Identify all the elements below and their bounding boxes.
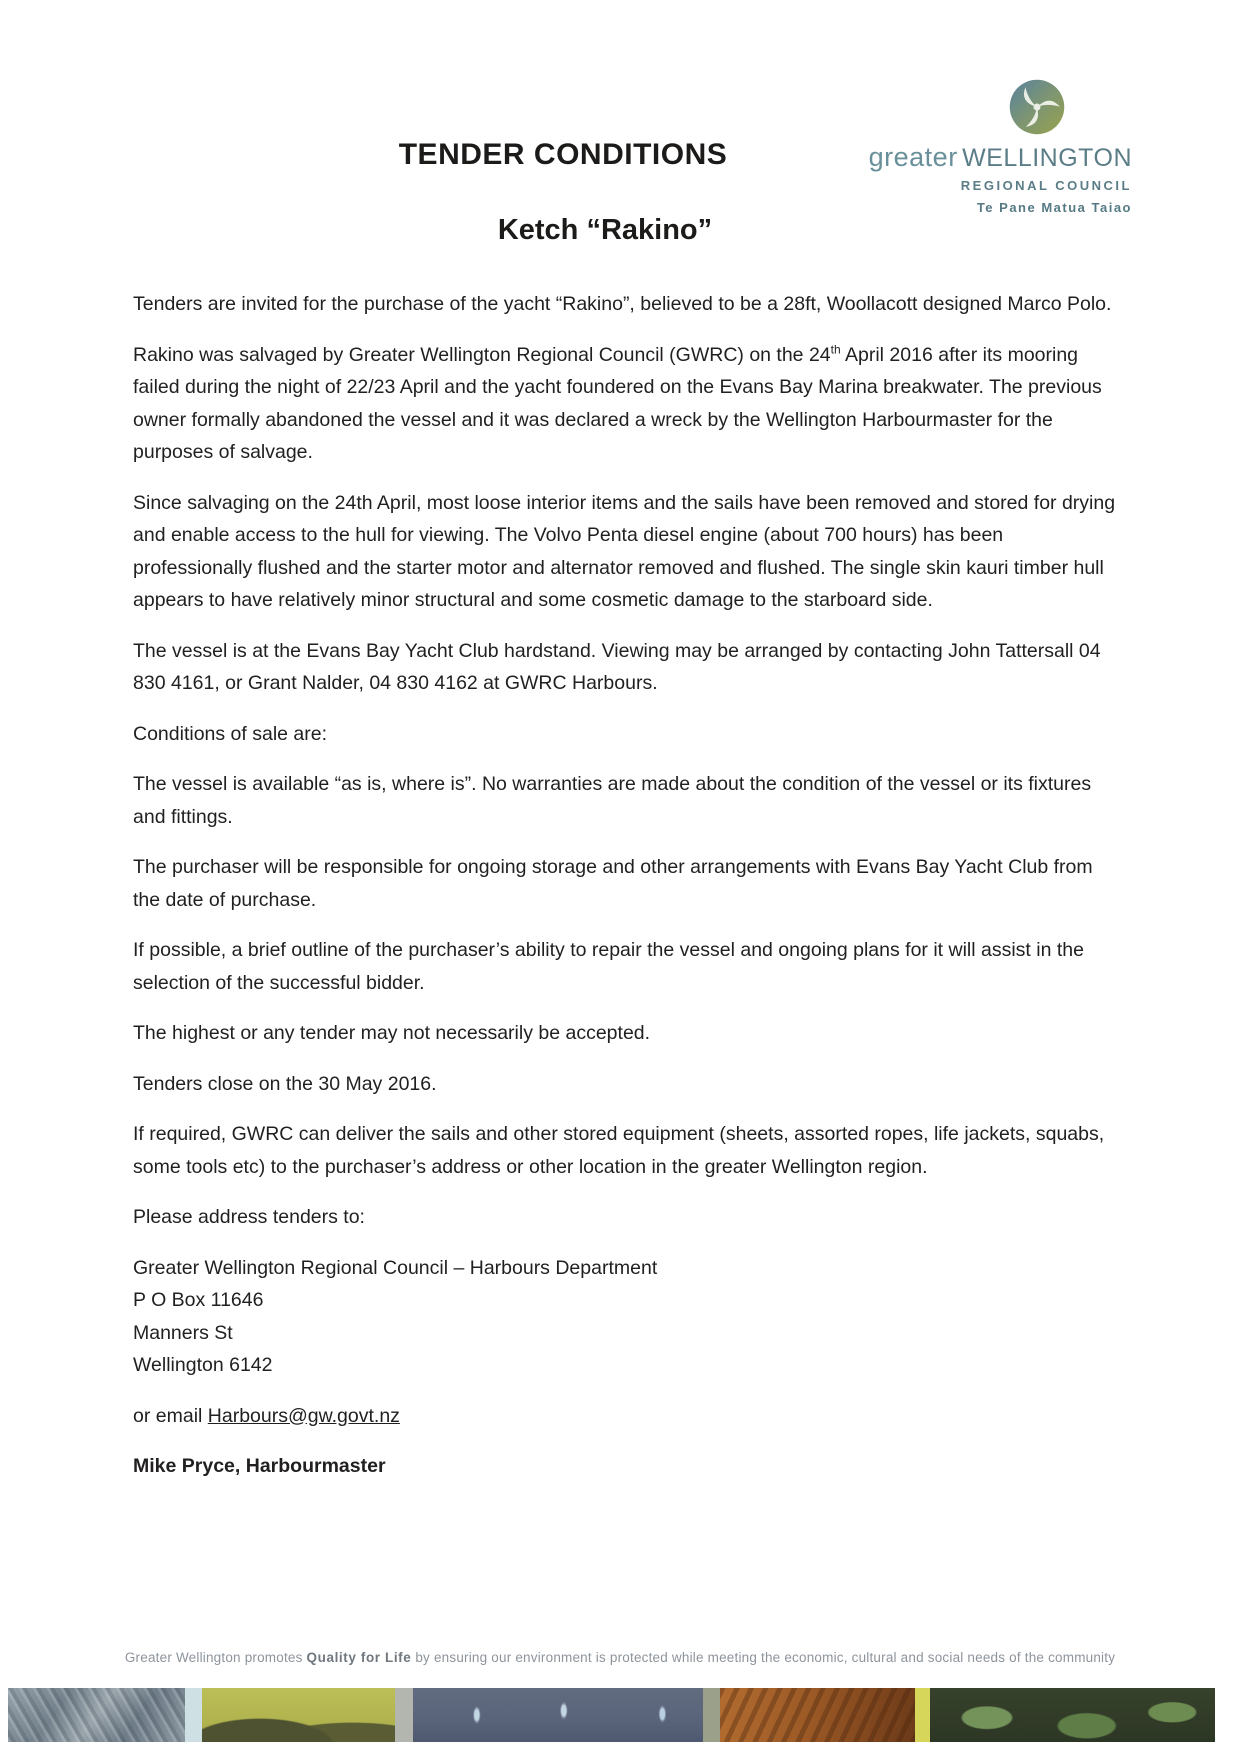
paragraph-salvage-text: Rakino was salvaged by Greater Wellington Regional Council (GWRC) on the 24 xyxy=(133,343,831,366)
address-line-street: Manners St xyxy=(133,1321,233,1344)
address-line-pobox: P O Box 11646 xyxy=(133,1289,264,1311)
address-line-city: Wellington 6142 xyxy=(133,1354,273,1376)
logo-brand-light: greater xyxy=(868,142,958,172)
email-line xyxy=(133,1400,1118,1433)
conditions-heading: Conditions of sale are: xyxy=(133,722,328,745)
email-prefix: or email xyxy=(133,1404,208,1427)
wind-turbines-photo xyxy=(413,1688,703,1742)
paragraph-salvage-text-cont: April 2016 after its mooring failed during the night of 22/23 April and the yacht foundered on the Evans Bay Marina breakwater. The previous owner formally abandoned the vessel and it was declared a wreck by the Wellington Harbourmaster for the purposes of salvage. xyxy=(133,343,1102,463)
paragraph-tenders-close: Tenders close on the 30 May 2016. xyxy=(133,1072,437,1095)
logo-maori-name: Te Pane Matua Taiao xyxy=(976,200,1132,215)
document-subtitle: Ketch “Rakino” xyxy=(497,214,713,246)
email-link[interactable]: Harbours@gw.govt.nz xyxy=(207,1404,400,1427)
paragraph-vessel-location: The vessel is at the Evans Bay Yacht Club hardstand. Viewing may be arranged by contacting John Tattersall 04 830 4161, or Grant Nalder, 04 830 4162 at GWRC Harbours. xyxy=(133,639,1101,694)
strip-divider xyxy=(395,1688,413,1742)
logo-brand-line xyxy=(869,142,1132,173)
address-line-department: Greater Wellington Regional Council – Harbours Department xyxy=(133,1256,658,1279)
ordinal-superscript: th xyxy=(830,342,841,356)
paragraph-delivery: If required, GWRC can deliver the sails and other stored equipment (sheets, assorted ropes, life jackets, squabs, some tools etc) to the purchaser’s address or other location in the greater Wellington region. xyxy=(133,1123,1105,1178)
footer-tagline-prefix: Greater Wellington promotes xyxy=(124,1650,307,1665)
footer-photo-strip xyxy=(8,1688,1215,1742)
paragraph-salvage xyxy=(133,339,1118,469)
footer-tagline-suffix: by ensuring our environment is protected while meeting the economic, cultural and social needs of the community xyxy=(411,1650,1116,1665)
paragraph-intro: Tenders are invited for the purchase of the yacht “Rakino”, believed to be a 28ft, Woollacott designed Marco Polo. xyxy=(133,293,1112,315)
logo-regional-council: REGIONAL COUNCIL xyxy=(960,178,1132,193)
paragraph-outline: If possible, a brief outline of the purchaser’s ability to repair the vessel and ongoing plans for it will assist in the selection of the successful bidder. xyxy=(133,939,1084,994)
postal-address xyxy=(133,1252,1118,1382)
koru-swirl-icon xyxy=(1008,78,1066,136)
paragraph-as-is: The vessel is available “as is, where is”. No warranties are made about the condition of the vessel or its fixtures and fittings. xyxy=(133,773,1092,828)
paragraph-since-salvaging: Since salvaging on the 24th April, most loose interior items and the sails have been removed and stored for drying and enable access to the hull for viewing. The Volvo Penta diesel engine (about 700 hours) has been professionally flushed and the starter motor and alternator removed and flushed. The single skin kauri timber hull appears to have relatively minor structural and some cosmetic damage to the starboard side. xyxy=(133,491,1116,611)
footer-tagline xyxy=(0,1650,1240,1665)
logo-brand-bold: WELLINGTON xyxy=(962,144,1132,172)
yellow-hills-photo xyxy=(202,1688,395,1742)
council-logo xyxy=(862,78,1132,215)
strip-divider xyxy=(185,1688,202,1742)
strip-divider xyxy=(915,1688,930,1742)
ferns-photo xyxy=(930,1688,1215,1742)
paragraph-highest-tender: The highest or any tender may not necessarily be accepted. xyxy=(133,1022,651,1044)
footer-tagline-bold: Quality for Life xyxy=(306,1650,412,1665)
paragraph-storage: The purchaser will be responsible for ongoing storage and other arrangements with Evans Bay Yacht Club from the date of purchase. xyxy=(133,856,1093,911)
orange-hillside-photo xyxy=(720,1688,915,1742)
document-body xyxy=(133,288,1118,1501)
paragraph-address-intro: Please address tenders to: xyxy=(133,1206,365,1228)
signature: Mike Pryce, Harbourmaster xyxy=(133,1455,386,1477)
strip-divider xyxy=(703,1688,720,1742)
document-title: TENDER CONDITIONS xyxy=(398,138,728,171)
rocky-shore-photo xyxy=(8,1688,185,1742)
